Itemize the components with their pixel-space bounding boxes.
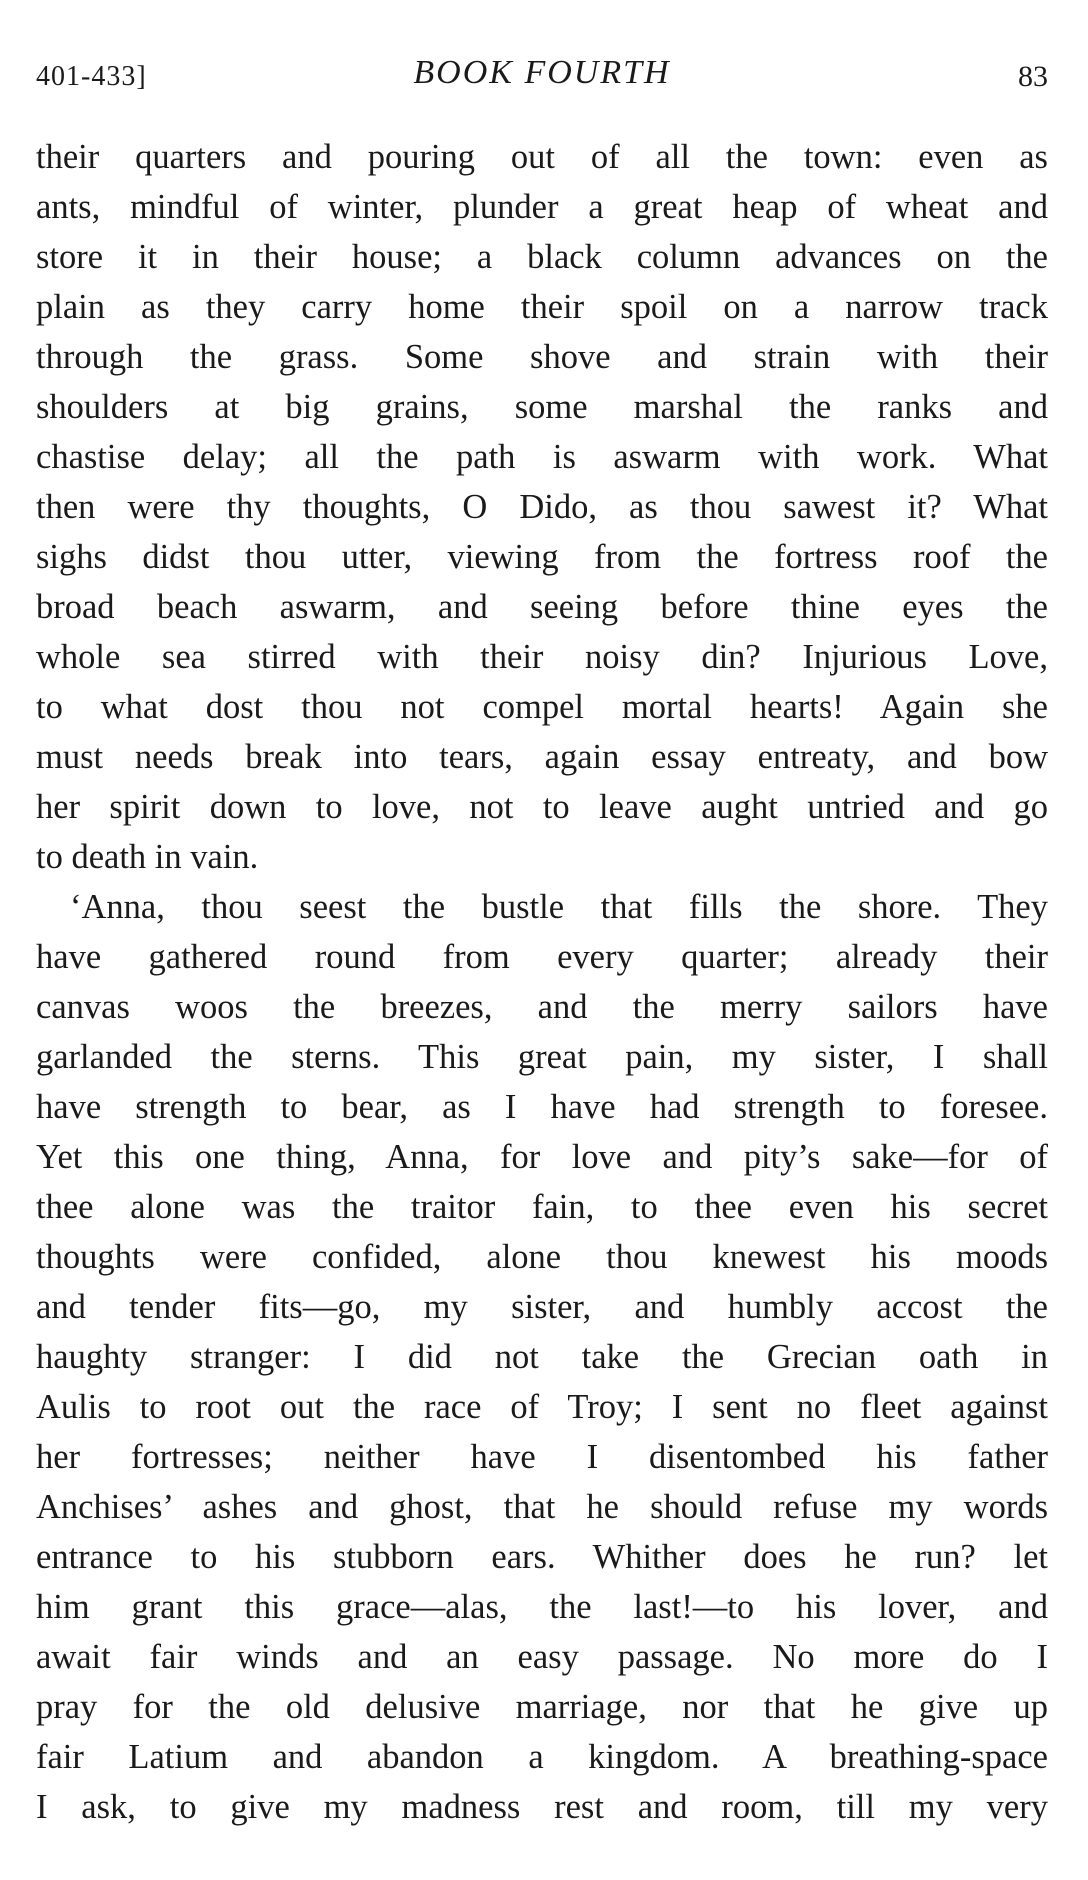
text-line: pray for the old delusive marriage, nor that he give up [36,1688,1048,1726]
text-line: Aulis to root out the race of Troy; I sent no fleet against [36,1388,1048,1426]
text-line: thee alone was the traitor fain, to thee even his secret [36,1188,1048,1226]
text-line: plain as they carry home their spoil on a narrow track [36,288,1048,326]
running-header [36,48,1048,98]
text-line: store it in their house; a black column advances on the [36,238,1048,276]
page-number: 83 [1018,60,1048,93]
text-line: canvas woos the breezes, and the merry sailors have [36,988,1048,1026]
book-title: BOOK FOURTH [413,54,671,91]
text-line: must needs break into tears, again essay entreaty, and bow [36,738,1048,776]
text-line: and tender fits—go, my sister, and humbly accost the [36,1288,1048,1326]
text-line: her fortresses; neither have I disentombed his father [36,1438,1048,1476]
text-line: to what dost thou not compel mortal hearts! Again she [36,688,1048,726]
text-line: Anchises’ ashes and ghost, that he should refuse my words [36,1488,1048,1526]
text-line: shoulders at big grains, some marshal the ranks and [36,388,1048,426]
text-line: whole sea stirred with their noisy din? Injurious Love, [36,638,1048,676]
text-line: thoughts were confided, alone thou knewest his moods [36,1238,1048,1276]
text-line: haughty stranger: I did not take the Grecian oath in [36,1338,1048,1376]
text-line: sighs didst thou utter, viewing from the fortress roof the [36,538,1048,576]
book-page [36,48,1048,1832]
text-line: to death in vain. [36,838,259,876]
text-line: chastise delay; all the path is aswarm with work. What [36,438,1048,476]
paragraph-2 [36,882,1048,1832]
text-line: have strength to bear, as I have had strength to foresee. [36,1088,1048,1126]
text-line: broad beach aswarm, and seeing before thine eyes the [36,588,1048,626]
text-line: I ask, to give my madness rest and room, till my very [36,1788,1048,1826]
text-line: through the grass. Some shove and strain with their [36,338,1048,376]
text-line: entrance to his stubborn ears. Whither does he run? let [36,1538,1048,1576]
body-text [36,132,1048,1832]
text-line: have gathered round from every quarter; already their [36,938,1048,976]
text-line: fair Latium and abandon a kingdom. A breathing-space [36,1738,1048,1776]
text-line: him grant this grace—alas, the last!—to his lover, and [36,1588,1048,1626]
text-line: ants, mindful of winter, plunder a great heap of wheat and [36,188,1048,226]
text-line: their quarters and pouring out of all the town: even as [36,138,1048,176]
text-line: garlanded the sterns. This great pain, my sister, I shall [36,1038,1048,1076]
text-line: ‘Anna, thou seest the bustle that fills the shore. They [70,888,1048,926]
text-line: her spirit down to love, not to leave aught untried and go [36,788,1048,826]
text-line: then were thy thoughts, O Dido, as thou sawest it? What [36,488,1048,526]
line-range: 401-433] [36,61,147,92]
text-line: await fair winds and an easy passage. No more do I [36,1638,1048,1676]
paragraph-1 [36,132,1048,882]
text-line: Yet this one thing, Anna, for love and pity’s sake—for of [36,1138,1048,1176]
